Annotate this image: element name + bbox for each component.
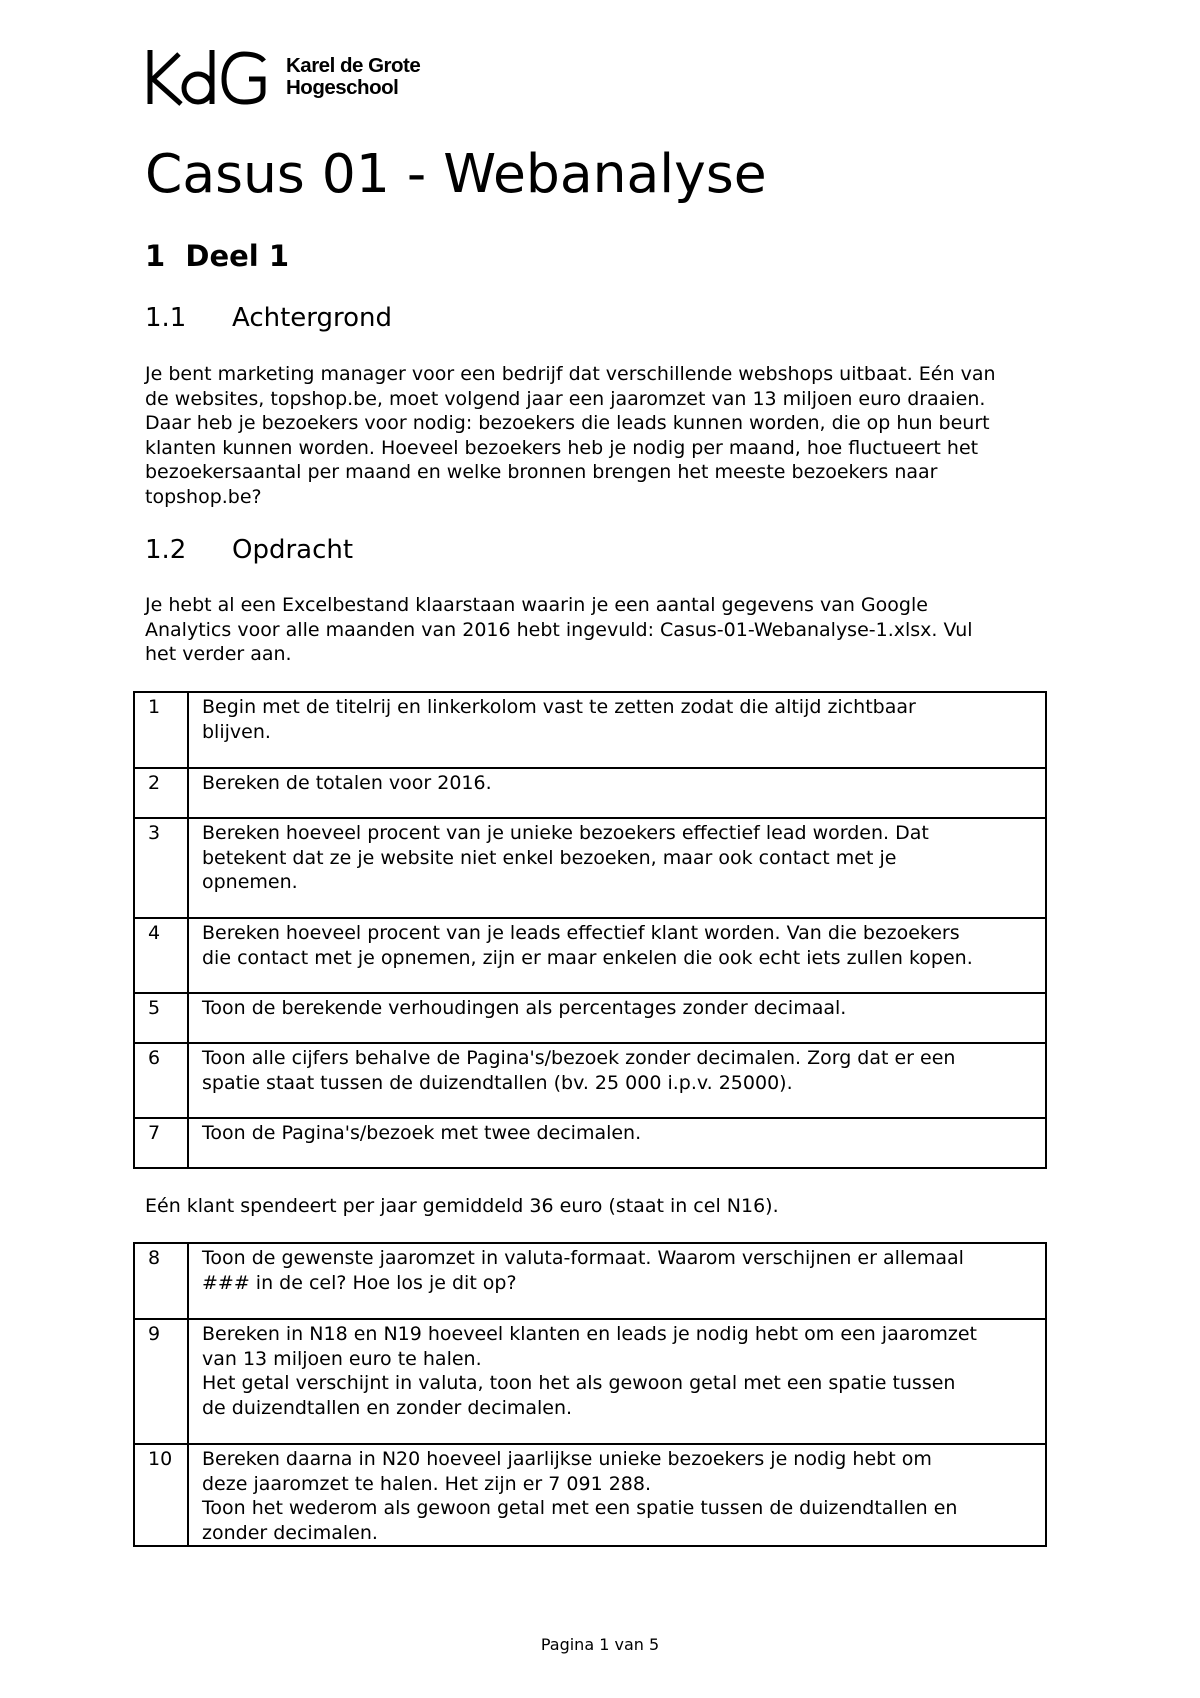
logo-line-1: Karel de Grote [286,54,421,77]
task-text: Toon alle cijfers behalve de Pagina's/bezoek zonder decimalen. Zorg dat er een spatie staat tussen de duizendtallen (bv. 25 000 i.p.v. 25000). [188,1043,1046,1118]
table-row [134,1319,1046,1444]
task-number: 5 [134,993,188,1043]
table-row [134,1118,1046,1168]
task-text: Bereken de totalen voor 2016. [188,768,1046,818]
section-1-2-title: Opdracht [232,535,354,565]
table-row [134,768,1046,818]
task-text: Begin met de titelrij en linkerkolom vast te zetten zodat die altijd zichtbaar blijven. [188,692,1046,768]
page-footer: Pagina 1 van 5 [540,1635,660,1654]
section-1-heading [145,241,289,273]
section-1-number: 1 [145,239,166,273]
section-1-title: Deel 1 [185,239,290,273]
task-number: 10 [134,1444,188,1546]
task-number: 3 [134,818,188,918]
task-text: Bereken hoeveel procent van je leads effectief klant worden. Van die bezoekers die contact met je opnemen, zijn er maar enkelen die ook echt iets zullen kopen. [188,918,1046,993]
document-title: Casus 01 - Webanalyse [145,142,767,205]
table-row [134,993,1046,1043]
task-text: Bereken hoeveel procent van je unieke bezoekers effectief lead worden. Dat betekent dat ze je website niet enkel bezoeken, maar ook contact met je opnemen. [188,818,1046,918]
task-number: 1 [134,692,188,768]
task-number: 4 [134,918,188,993]
table-row [134,692,1046,768]
task-text: Bereken in N18 en N19 hoeveel klanten en leads je nodig hebt om een jaaromzet van 13 miljoen euro te halen. Het getal verschijnt in valuta, toon het als gewoon getal met een spatie tussen de duizendtallen en zonder decimalen. [188,1319,1046,1444]
section-1-1-heading [145,304,392,333]
section-1-1-title: Achtergrond [232,303,393,333]
kdg-logo-mark [146,48,270,106]
table-row [134,1444,1046,1546]
logo-line-2: Hogeschool [286,76,399,99]
task-text: Bereken daarna in N20 hoeveel jaarlijkse unieke bezoekers je nodig hebt om deze jaaromzet te halen. Het zijn er 7 091 288. Toon het wederom als gewoon getal met een spatie tussen de duizendtallen en zonder decimalen. [188,1444,1046,1546]
section-1-2-heading [145,536,353,565]
table-row [134,1043,1046,1118]
assignment-paragraph: Je hebt al een Excelbestand klaarstaan waarin je een aantal gegevens van Google Analytics voor alle maanden van 2016 hebt ingevuld: Casus-01-Webanalyse-1.xlsx. Vul het verder aan. [145,594,973,666]
task-text: Toon de gewenste jaaromzet in valuta-formaat. Waarom verschijnen er allemaal ### in de cel? Hoe los je dit op? [188,1243,1046,1319]
task-number: 9 [134,1319,188,1444]
task-number: 8 [134,1243,188,1319]
task-table-2 [133,1242,1047,1547]
table-row [134,918,1046,993]
section-1-2-number: 1.2 [145,535,187,565]
section-1-1-number: 1.1 [145,303,187,333]
logo-text [286,55,420,99]
task-text: Toon de berekende verhoudingen als percentages zonder decimaal. [188,993,1046,1043]
table-row [134,818,1046,918]
task-number: 6 [134,1043,188,1118]
table-row [134,1243,1046,1319]
background-paragraph: Je bent marketing manager voor een bedrijf dat verschillende webshops uitbaat. Eén van de websites, topshop.be, moet volgend jaar een jaaromzet van 13 miljoen euro draaien. Daar heb je bezoekers voor nodig: bezoekers die leads kunnen worden, die op hun beurt klanten kunnen worden. Hoeveel bezoekers heb je nodig per maand, hoe fluctueert het bezoekersaantal per maand en welke bronnen brengen het meeste bezoekers naar topshop.be? [145,363,996,508]
task-number: 7 [134,1118,188,1168]
task-table-1 [133,691,1047,1169]
task-text: Toon de Pagina's/bezoek met twee decimalen. [188,1118,1046,1168]
task-number: 2 [134,768,188,818]
kdg-logo [146,48,420,106]
customer-spend-note: Eén klant spendeert per jaar gemiddeld 36 euro (staat in cel N16). [145,1195,779,1217]
